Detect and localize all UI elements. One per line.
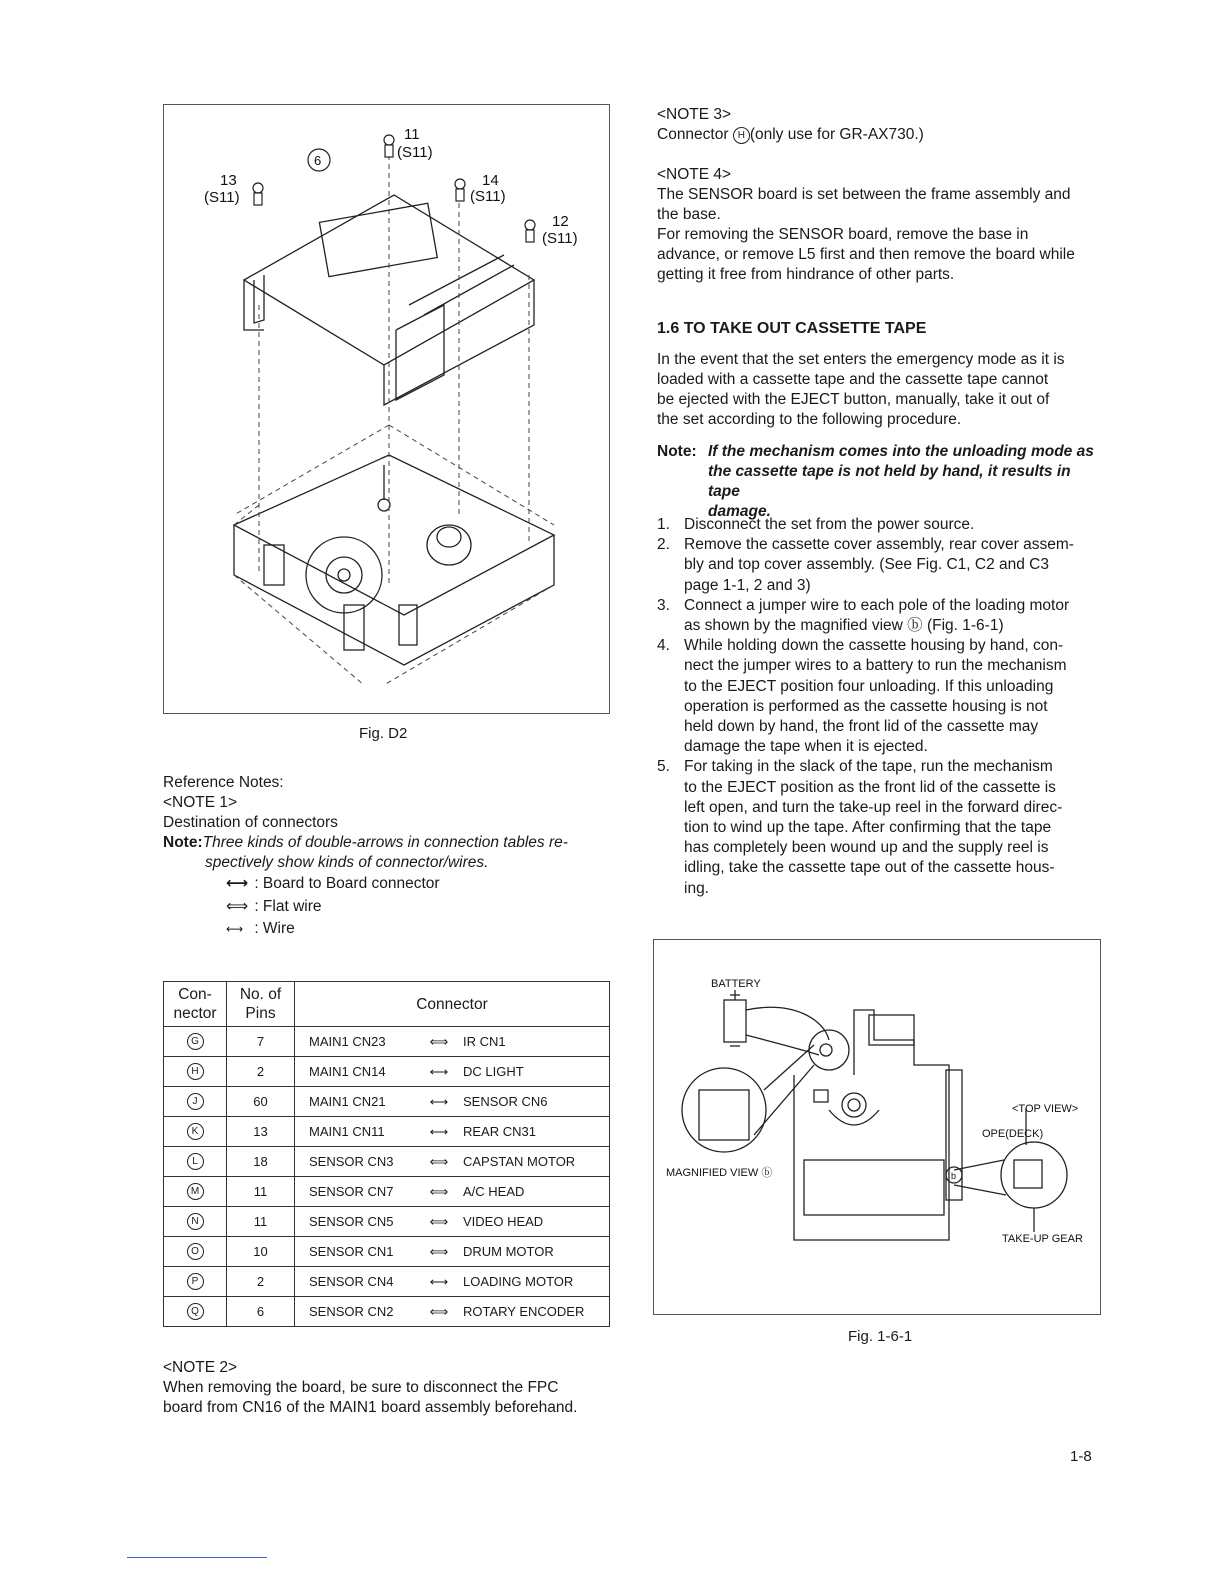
figure-d2: [163, 104, 610, 714]
ope-deck-label: OPE(DECK): [982, 1128, 1044, 1140]
row-pins: 11: [227, 1177, 295, 1207]
screw-13-number: 13: [220, 172, 237, 189]
section-note-line: If the mechanism comes into the unloading mode as: [708, 443, 1094, 460]
row-arrow: ⟷: [429, 1273, 449, 1289]
row-from: SENSOR CN2: [309, 1304, 394, 1319]
intro-line: the set according to the following procedure.: [657, 411, 962, 428]
row-from: MAIN1 CN11: [309, 1124, 385, 1139]
row-connector-id: N: [164, 1207, 227, 1237]
step-line: bly and top cover assembly. (See Fig. C1, C2 and C3: [684, 556, 1049, 574]
row-to: DC LIGHT: [463, 1064, 524, 1079]
step-line: as shown by the magnified view ⓑ (Fig. 1-6-1): [684, 617, 1004, 635]
step-line: For taking in the slack of the tape, run the mechanism: [684, 758, 1053, 776]
note-label: Note:: [163, 834, 203, 851]
row-connection: [295, 1147, 610, 1177]
row-connection: [295, 1207, 610, 1237]
row-connection: [295, 1087, 610, 1117]
procedure-steps: [657, 515, 1101, 899]
step-line: ing.: [684, 879, 709, 897]
magnified-view-label: MAGNIFIED VIEW ⓑ: [666, 1167, 773, 1179]
section-intro: [657, 350, 1102, 430]
row-pins: 7: [227, 1027, 295, 1057]
reference-title: Reference Notes:: [163, 774, 284, 791]
section-note-label: Note:: [657, 443, 697, 460]
table-row: [164, 1057, 610, 1087]
table-row: [164, 1237, 610, 1267]
note2-line1: When removing the board, be sure to disconnect the FPC: [163, 1379, 559, 1396]
row-connector-id: Q: [164, 1297, 227, 1327]
row-arrow: ⟺: [429, 1213, 449, 1229]
connector-table: [163, 981, 610, 1327]
row-connection: [295, 1267, 610, 1297]
row-to: IR CN1: [463, 1034, 506, 1049]
screw-14-type: (S11): [470, 188, 506, 205]
table-body: [164, 1027, 610, 1327]
arrow-legend: [163, 873, 613, 941]
fig-1-6-1-caption: Fig. 1-6-1: [848, 1328, 913, 1345]
procedure-step: [657, 636, 1101, 757]
step-line: Disconnect the set from the power source.: [684, 516, 975, 533]
row-arrow: ⟺: [429, 1033, 449, 1049]
step-line: to the EJECT position as the front lid of the cassette is: [684, 778, 1056, 796]
section-note-line: damage.: [708, 503, 771, 520]
row-arrow: ⟺: [429, 1153, 449, 1169]
connector-h-marker: H: [733, 127, 750, 144]
note1-heading: <NOTE 1>: [163, 794, 238, 811]
header-connector: Con- nector: [164, 982, 227, 1027]
table-row: [164, 1117, 610, 1147]
screw-13-type: (S11): [204, 189, 240, 206]
note2: [163, 1358, 613, 1418]
row-connection: [295, 1057, 610, 1087]
row-arrow: ⟷: [429, 1123, 449, 1139]
section-note: [657, 442, 1102, 522]
part-6-number: 6: [314, 153, 322, 168]
intro-line: loaded with a cassette tape and the cassette tape cannot: [657, 371, 1049, 388]
row-connector-id: K: [164, 1117, 227, 1147]
takeup-gear-label: TAKE-UP GEAR: [1002, 1233, 1083, 1245]
figure-1-6-1: [653, 939, 1101, 1315]
screw-12-number: 12: [552, 213, 569, 230]
table-row: [164, 1267, 610, 1297]
legend-wire: ⟷ : Wire: [226, 920, 295, 937]
row-from: SENSOR CN3: [309, 1154, 394, 1169]
footer-rule: [127, 1557, 267, 1558]
row-pins: 6: [227, 1297, 295, 1327]
section-title: 1.6 TO TAKE OUT CASSETTE TAPE: [657, 320, 927, 337]
note-line1: Three kinds of double-arrows in connection tables re-: [202, 834, 568, 851]
table-row: [164, 1177, 610, 1207]
header-connection: Connector: [295, 982, 610, 1027]
note-line2: spectively show kinds of connector/wires.: [205, 854, 489, 871]
row-from: MAIN1 CN21: [309, 1094, 386, 1109]
note3-text: Connector H (only use for GR-AX730.): [657, 126, 924, 143]
battery-label: BATTERY: [711, 978, 761, 990]
note4-line2: the base.: [657, 206, 721, 223]
step-number: 4.: [657, 637, 670, 655]
battery-connection-illustration: [654, 940, 1100, 1314]
top-view-label: <TOP VIEW>: [1012, 1103, 1079, 1115]
note2-heading: <NOTE 2>: [163, 1359, 238, 1376]
exploded-view-illustration: [164, 105, 609, 713]
step-number: 1.: [657, 516, 670, 533]
step-line: tion to wind up the tape. After confirming that the tape: [684, 819, 1052, 837]
row-connection: [295, 1297, 610, 1327]
row-to: CAPSTAN MOTOR: [463, 1154, 576, 1169]
step-line: held down by hand, the front lid of the cassette may: [684, 718, 1039, 736]
step-line: has completely been wound up and the supply reel is: [684, 839, 1049, 857]
reference-note: [163, 833, 613, 853]
header-pins: No. of Pins: [227, 982, 295, 1027]
screw-12-type: (S11): [542, 230, 578, 247]
legend-board: ⟷ : Board to Board connector: [226, 875, 440, 892]
note1-text: Destination of connectors: [163, 814, 338, 831]
table-row: [164, 1207, 610, 1237]
row-arrow: ⟺: [429, 1243, 449, 1259]
note4-line4: advance, or remove L5 first and then remove the board while: [657, 246, 1075, 263]
page-number: 1-8: [1070, 1448, 1092, 1465]
screw-11-number: 11: [404, 126, 420, 143]
row-connector-id: O: [164, 1237, 227, 1267]
row-pins: 11: [227, 1207, 295, 1237]
row-from: SENSOR CN5: [309, 1214, 394, 1229]
row-from: MAIN1 CN23: [309, 1034, 386, 1049]
procedure-step: [657, 535, 1101, 596]
row-pins: 10: [227, 1237, 295, 1267]
row-connection: [295, 1027, 610, 1057]
section-note-line: the cassette tape is not held by hand, it results in tape: [708, 463, 1071, 500]
row-connector-id: L: [164, 1147, 227, 1177]
row-to: REAR CN31: [463, 1124, 536, 1139]
row-connection: [295, 1237, 610, 1267]
row-from: SENSOR CN4: [309, 1274, 394, 1289]
step-line: operation is performed as the cassette housing is not: [684, 697, 1048, 715]
row-pins: 60: [227, 1087, 295, 1117]
step-line: to the EJECT position four unloading. If this unloading: [684, 677, 1054, 695]
row-to: DRUM MOTOR: [463, 1244, 554, 1259]
row-to: SENSOR CN6: [463, 1094, 548, 1109]
step-line: left open, and turn the take-up reel in the forward direc-: [684, 798, 1063, 816]
b-marker: b: [951, 1171, 957, 1181]
table-header: [164, 982, 610, 1027]
fig-d2-caption: Fig. D2: [359, 725, 408, 742]
row-from: SENSOR CN7: [309, 1184, 394, 1199]
row-pins: 2: [227, 1267, 295, 1297]
note3-heading: <NOTE 3>: [657, 106, 732, 123]
note4-line3: For removing the SENSOR board, remove the base in: [657, 226, 1029, 243]
row-arrow: ⟷: [429, 1093, 449, 1109]
row-connector-id: H: [164, 1057, 227, 1087]
row-to: A/C HEAD: [463, 1184, 525, 1199]
step-line: damage the tape when it is ejected.: [684, 738, 928, 756]
table-row: [164, 1147, 610, 1177]
row-to: VIDEO HEAD: [463, 1214, 544, 1229]
row-arrow: ⟷: [429, 1063, 449, 1079]
procedure-step: [657, 596, 1101, 636]
row-pins: 2: [227, 1057, 295, 1087]
step-line: While holding down the cassette housing by hand, con-: [684, 637, 1064, 655]
screw-11-type: (S11): [397, 144, 433, 161]
row-arrow: ⟺: [429, 1183, 449, 1199]
row-to: ROTARY ENCODER: [463, 1304, 585, 1319]
step-line: idling, take the cassette tape out of the cassette hous-: [684, 859, 1055, 877]
table-row: [164, 1087, 610, 1117]
procedure-step: [657, 757, 1101, 898]
step-line: nect the jumper wires to a battery to run the mechanism: [684, 657, 1067, 675]
row-connector-id: G: [164, 1027, 227, 1057]
row-to: LOADING MOTOR: [463, 1274, 574, 1289]
table-row: [164, 1297, 610, 1327]
legend-flat: ⟺ : Flat wire: [226, 897, 322, 915]
step-number: 5.: [657, 758, 670, 776]
screw-14-number: 14: [482, 172, 499, 189]
note4: [657, 165, 1102, 285]
row-pins: 13: [227, 1117, 295, 1147]
note4-heading: <NOTE 4>: [657, 166, 732, 183]
step-number: 2.: [657, 536, 670, 554]
procedure-step: [657, 515, 1101, 535]
row-connector-id: P: [164, 1267, 227, 1297]
step-number: 3.: [657, 596, 670, 614]
table-row: [164, 1027, 610, 1057]
step-line: page 1-1, 2 and 3): [684, 576, 811, 594]
step-line: Remove the cassette cover assembly, rear cover assem-: [684, 536, 1074, 554]
note4-line5: getting it free from hindrance of other parts.: [657, 266, 955, 283]
row-connector-id: M: [164, 1177, 227, 1207]
intro-line: In the event that the set enters the emergency mode as it is: [657, 351, 1065, 368]
intro-line: be ejected with the EJECT button, manually, take it out of: [657, 391, 1050, 408]
note2-line2: board from CN16 of the MAIN1 board assembly beforehand.: [163, 1399, 578, 1416]
row-from: SENSOR CN1: [309, 1244, 394, 1259]
step-line: Connect a jumper wire to each pole of the loading motor: [684, 596, 1070, 614]
row-connection: [295, 1177, 610, 1207]
note4-line1: The SENSOR board is set between the frame assembly and: [657, 186, 1071, 203]
row-from: MAIN1 CN14: [309, 1064, 386, 1079]
row-pins: 18: [227, 1147, 295, 1177]
row-arrow: ⟺: [429, 1303, 449, 1319]
row-connection: [295, 1117, 610, 1147]
reference-notes: [163, 773, 613, 941]
row-connector-id: J: [164, 1087, 227, 1117]
note3: [657, 105, 1102, 145]
